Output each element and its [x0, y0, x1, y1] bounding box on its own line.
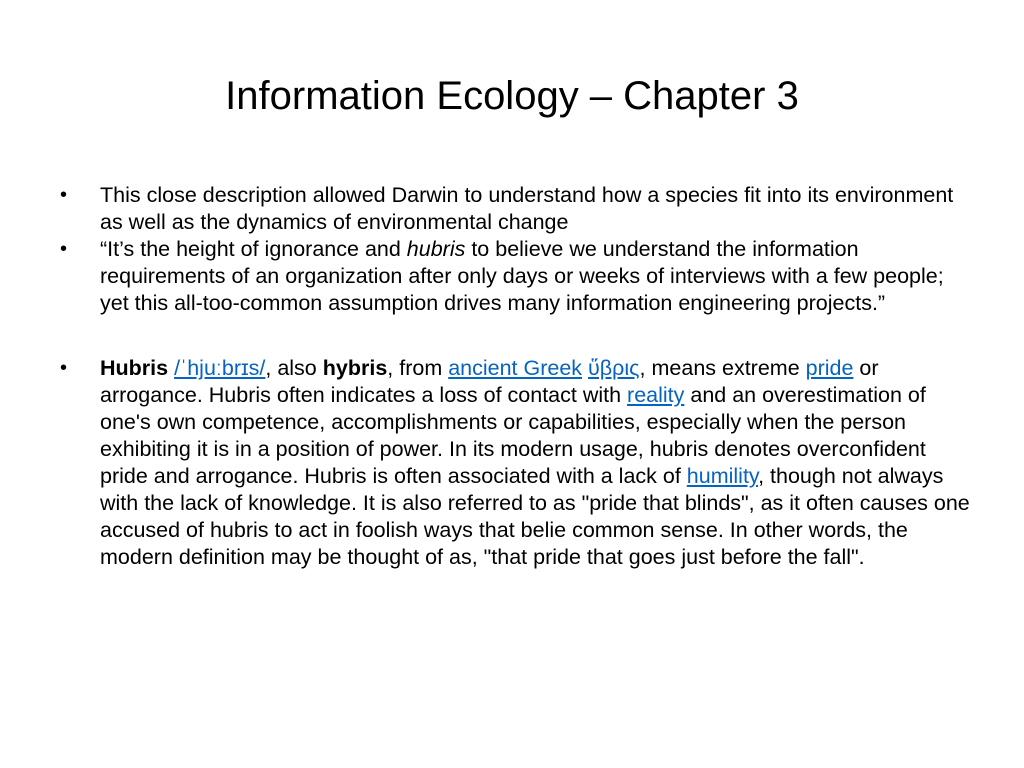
bullet-quote	[60, 236, 970, 317]
pride-link[interactable]: pride	[805, 356, 854, 380]
bullet-marker: •	[60, 238, 68, 260]
bullet-list	[60, 182, 970, 571]
definition-text-6: or arrogance. Hubris often indicates a loss of contact with	[100, 356, 879, 407]
term-hubris: Hubris	[100, 356, 169, 380]
definition-text-8: , though not always with the lack of knowledge. It is also referred to as "pride that blinds", as it often causes one accused of hubris to act in foolish ways that belie common sense. In other words, the modern definition may be thought of as, "that pride that goes just before the fall".	[100, 464, 970, 569]
bullet-darwin-text: This close description allowed Darwin to understand how a species fit into its environment as well as the dynamics of environmental change	[100, 183, 954, 234]
bullet-marker: •	[60, 184, 68, 206]
reality-link[interactable]: reality	[627, 383, 685, 407]
bullet-marker: •	[60, 357, 68, 379]
term-hybris: hybris	[322, 356, 388, 380]
definition-text-7: and an overestimation of one's own competence, accomplishments or capabilities, especially when the person exhibiting it is in a position of power. In its modern usage, hubris denotes overconfident pride and arrogance. Hubris is often associated with a lack of	[100, 383, 926, 488]
quote-text-end: to believe we understand the information requirements of an organization after only days or weeks of interviews with a few people; yet this all-too-common assumption drives many information engineering projects.”	[100, 237, 944, 315]
slide-title: Information Ecology – Chapter 3	[225, 74, 799, 118]
bullet-hubris-definition	[60, 355, 970, 571]
greek-word-link[interactable]: ὕβρις	[588, 356, 640, 380]
quote-emphasis-hubris: hubris	[406, 237, 466, 261]
humility-link[interactable]: humility	[686, 464, 759, 488]
quote-text-start: “It’s the height of ignorance and	[100, 237, 407, 261]
bullet-darwin	[60, 182, 970, 236]
definition-text-3: , from	[387, 356, 449, 380]
pronunciation-link[interactable]: /ˈhjuːbrɪs/	[174, 356, 266, 380]
definition-text-2: , also	[265, 356, 323, 380]
definition-text-5: , means extreme	[639, 356, 806, 380]
ancient-greek-link[interactable]: ancient Greek	[448, 356, 583, 380]
